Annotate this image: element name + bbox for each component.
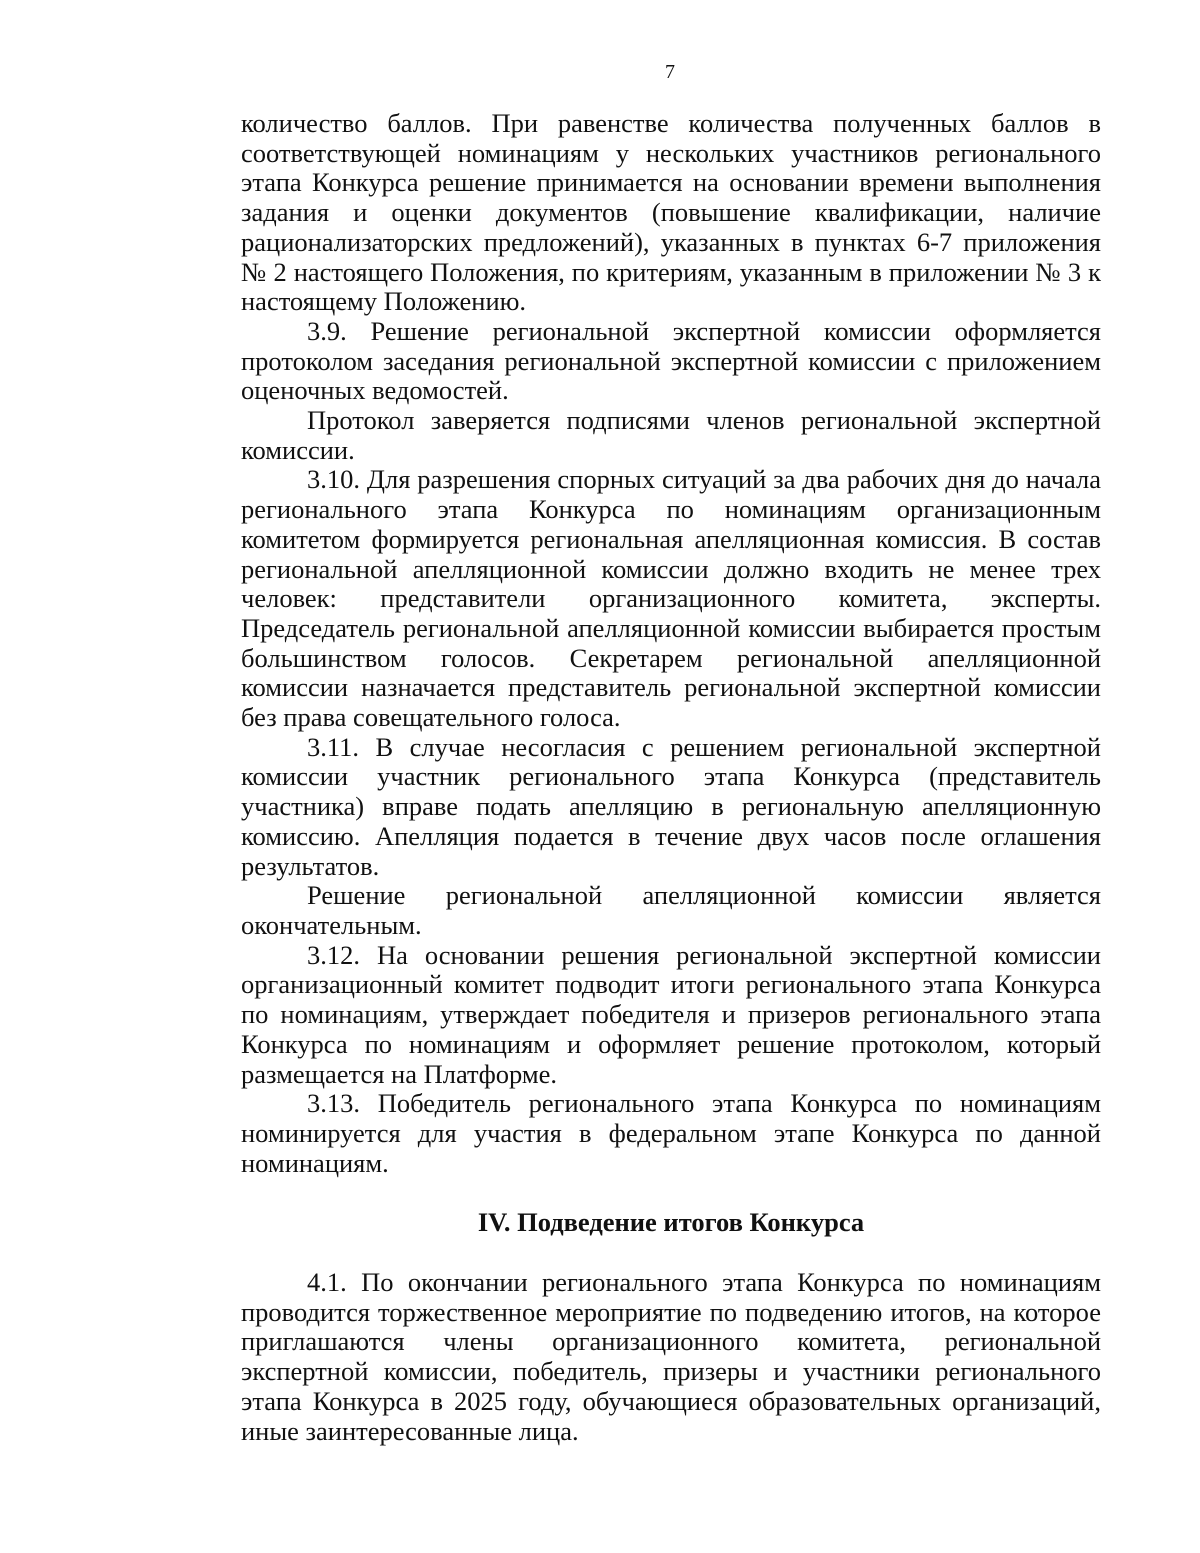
paragraph-protocol: Протокол заверяется подписями членов региональной экспертной комиссии. xyxy=(241,405,1101,465)
paragraph-3-13: 3.13. Победитель регионального этапа Конкурса по номинациям номинируется для участия в федеральном этапе Конкурса по данной номинациям. xyxy=(241,1088,1101,1178)
paragraph-continuation: количество баллов. При равенстве количества полученных баллов в соответствующей номинациям у нескольких участников регионального этапа Конкурса решение принимается на основании времени выполнения задания и оценки документов (повышение квалификации, наличие рационализаторских предложений), указанных в пунктах 6-7 приложения № 2 настоящего Положения, по критериям, указанным в приложении № 3 к настоящему Положению. xyxy=(241,108,1101,317)
document-body xyxy=(241,109,1101,1446)
paragraph-3-11: 3.11. В случае несогласия с решением региональной экспертной комиссии участник регионального этапа Конкурса (представитель участника) вправе подать апелляцию в региональную апелляционную комиссию. Апелляция подается в течение двух часов после оглашения результатов. xyxy=(241,731,1101,881)
paragraph-3-9: 3.9. Решение региональной экспертной комиссии оформляется протоколом заседания региональной экспертной комиссии с приложением оценочных ведомостей. xyxy=(241,315,1101,406)
section-heading: IV. Подведение итогов Конкурса xyxy=(477,1207,865,1238)
paragraph-3-10: 3.10. Для разрешения спорных ситуаций за два рабочих дня до начала регионального этапа Конкурса по номинациям организационным комитетом формируется региональная апелляционная комиссия. В состав региональной апелляционной комиссии должно входить не менее трех человек: представители организационного комитета, эксперты. Председатель региональной апелляционной комиссии выбирается простым большинством голосов. Секретарем региональной апелляционной комиссии назначается представитель региональной экспертной комиссии без права совещательного голоса. xyxy=(241,464,1101,733)
paragraph-4-1: 4.1. По окончании регионального этапа Конкурса по номинациям проводится торжественное мероприятие по подведению итогов, на которое приглашаются члены организационного комитета, региональной экспертной комиссии, победитель, призеры и участники регионального этапа Конкурса в 2025 году, обучающиеся образовательных организаций, иные заинтересованные лица. xyxy=(241,1267,1101,1446)
page-number: 7 xyxy=(665,61,675,83)
paragraph-appeal-decision: Решение региональной апелляционной комиссии является окончательным. xyxy=(241,880,1101,940)
paragraph-3-12: 3.12. На основании решения региональной экспертной комиссии организационный комитет подводит итоги регионального этапа Конкурса по номинациям, утверждает победителя и призеров регионального этапа Конкурса по номинациям и оформляет решение протоколом, который размещается на Платформе. xyxy=(241,939,1101,1089)
